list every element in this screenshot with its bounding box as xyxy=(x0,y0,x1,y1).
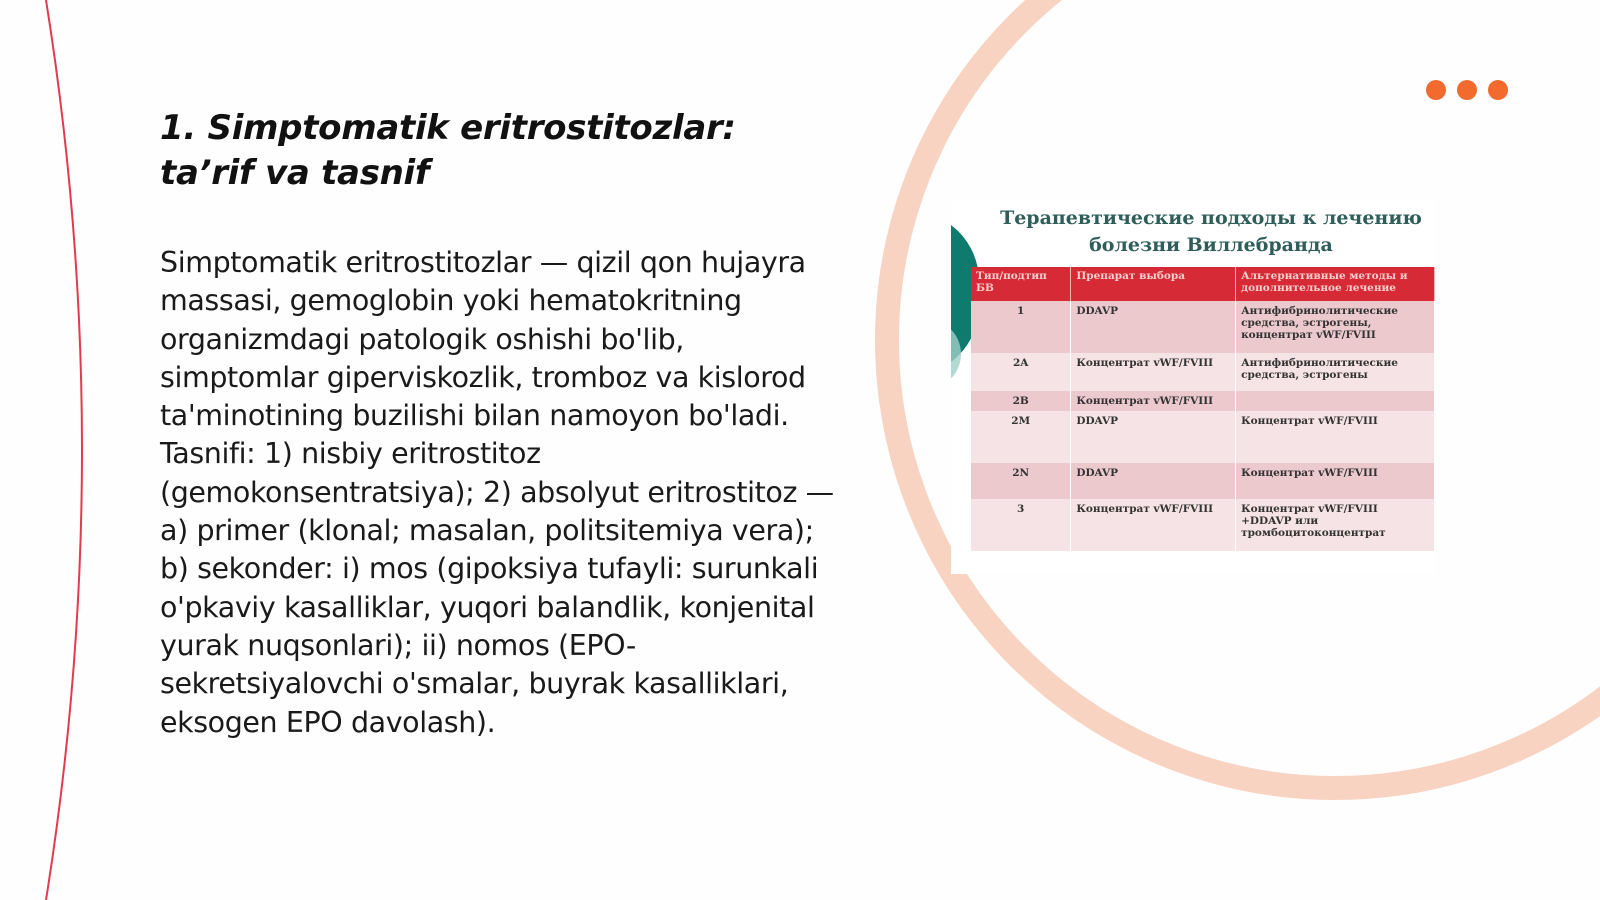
table-cell: Концентрат vWF/FVIII xyxy=(1236,463,1435,499)
header-cell: Альтернативные методы и дополнительное лечение xyxy=(1236,267,1435,301)
dot-icon xyxy=(1426,80,1446,100)
table-cell: Антифибринолитические средства, эстрогены, концентрат vWF/FVIII xyxy=(1236,301,1435,353)
table-row xyxy=(971,391,1435,411)
table-row xyxy=(971,411,1435,463)
left-curve-line xyxy=(46,0,82,900)
slide-title: 1. Simptomatik eritrostitozlar: ta’rif va tasnif xyxy=(160,108,736,193)
table-cell: Концентрат vWF/FVIII xyxy=(1071,391,1236,411)
table-row xyxy=(971,499,1435,551)
table-row xyxy=(971,353,1435,391)
slide-body-text: Simptomatik eritrostitozlar — qizil qon hujayra massasi, gemoglobin yoki hematokritning organizmdagi patologik oshishi bo'lib, simptomlar giperviskozlik, tromboz va kislorod ta'minotining buzilishi bilan namoyon bo'ladi. Tasnifi: 1) nisbiy eritrostitoz (gemokonsentratsiya); 2) absolyut eritrostitoz — a) primer (klonal; masalan, politsitemiya vera); b) sekonder: i) mos (gipoksiya tufayli: surunkali o'pkaviy kasalliklar, yuqori balandlik, konjenital yurak nuqsonlari); ii) nomos (EPO-sekretsiyalovchi o'smalar, buyrak kasalliklari, eksogen EPO davolash). xyxy=(160,246,834,739)
dot-icon xyxy=(1488,80,1508,100)
table-image xyxy=(951,199,1435,574)
table-cell: DDAVP xyxy=(1071,301,1236,353)
table-header-row xyxy=(971,267,1435,301)
header-cell: Препарат выбора xyxy=(1071,267,1236,301)
table-cell: Концентрат vWF/FVIII +DDAVP или тромбоцитоконцентрат xyxy=(1236,499,1435,551)
therapy-table xyxy=(971,267,1435,551)
menu-dots xyxy=(1426,80,1508,100)
table-cell: 1 xyxy=(971,301,1071,353)
table-cell: Антифибринолитические средства, эстрогены xyxy=(1236,353,1435,391)
table-cell: Концентрат vWF/FVIII xyxy=(1071,353,1236,391)
table-cell xyxy=(1236,391,1435,411)
table-cell: Концентрат vWF/FVIII xyxy=(1236,411,1435,463)
table-cell: Концентрат vWF/FVIII xyxy=(1071,499,1236,551)
table-cell: 2B xyxy=(971,391,1071,411)
table-title: Терапевтические подходы к лечению болезни Виллебранда xyxy=(1000,207,1422,256)
table-cell: 2A xyxy=(971,353,1071,391)
table-row xyxy=(971,301,1435,353)
table-cell: 3 xyxy=(971,499,1071,551)
table-cell: DDAVP xyxy=(1071,411,1236,463)
table-cell: 2M xyxy=(971,411,1071,463)
table-cell: DDAVP xyxy=(1071,463,1236,499)
dot-icon xyxy=(1457,80,1477,100)
table-cell: 2N xyxy=(971,463,1071,499)
header-cell: Тип/подтип БВ xyxy=(971,267,1071,301)
table-row xyxy=(971,463,1435,499)
